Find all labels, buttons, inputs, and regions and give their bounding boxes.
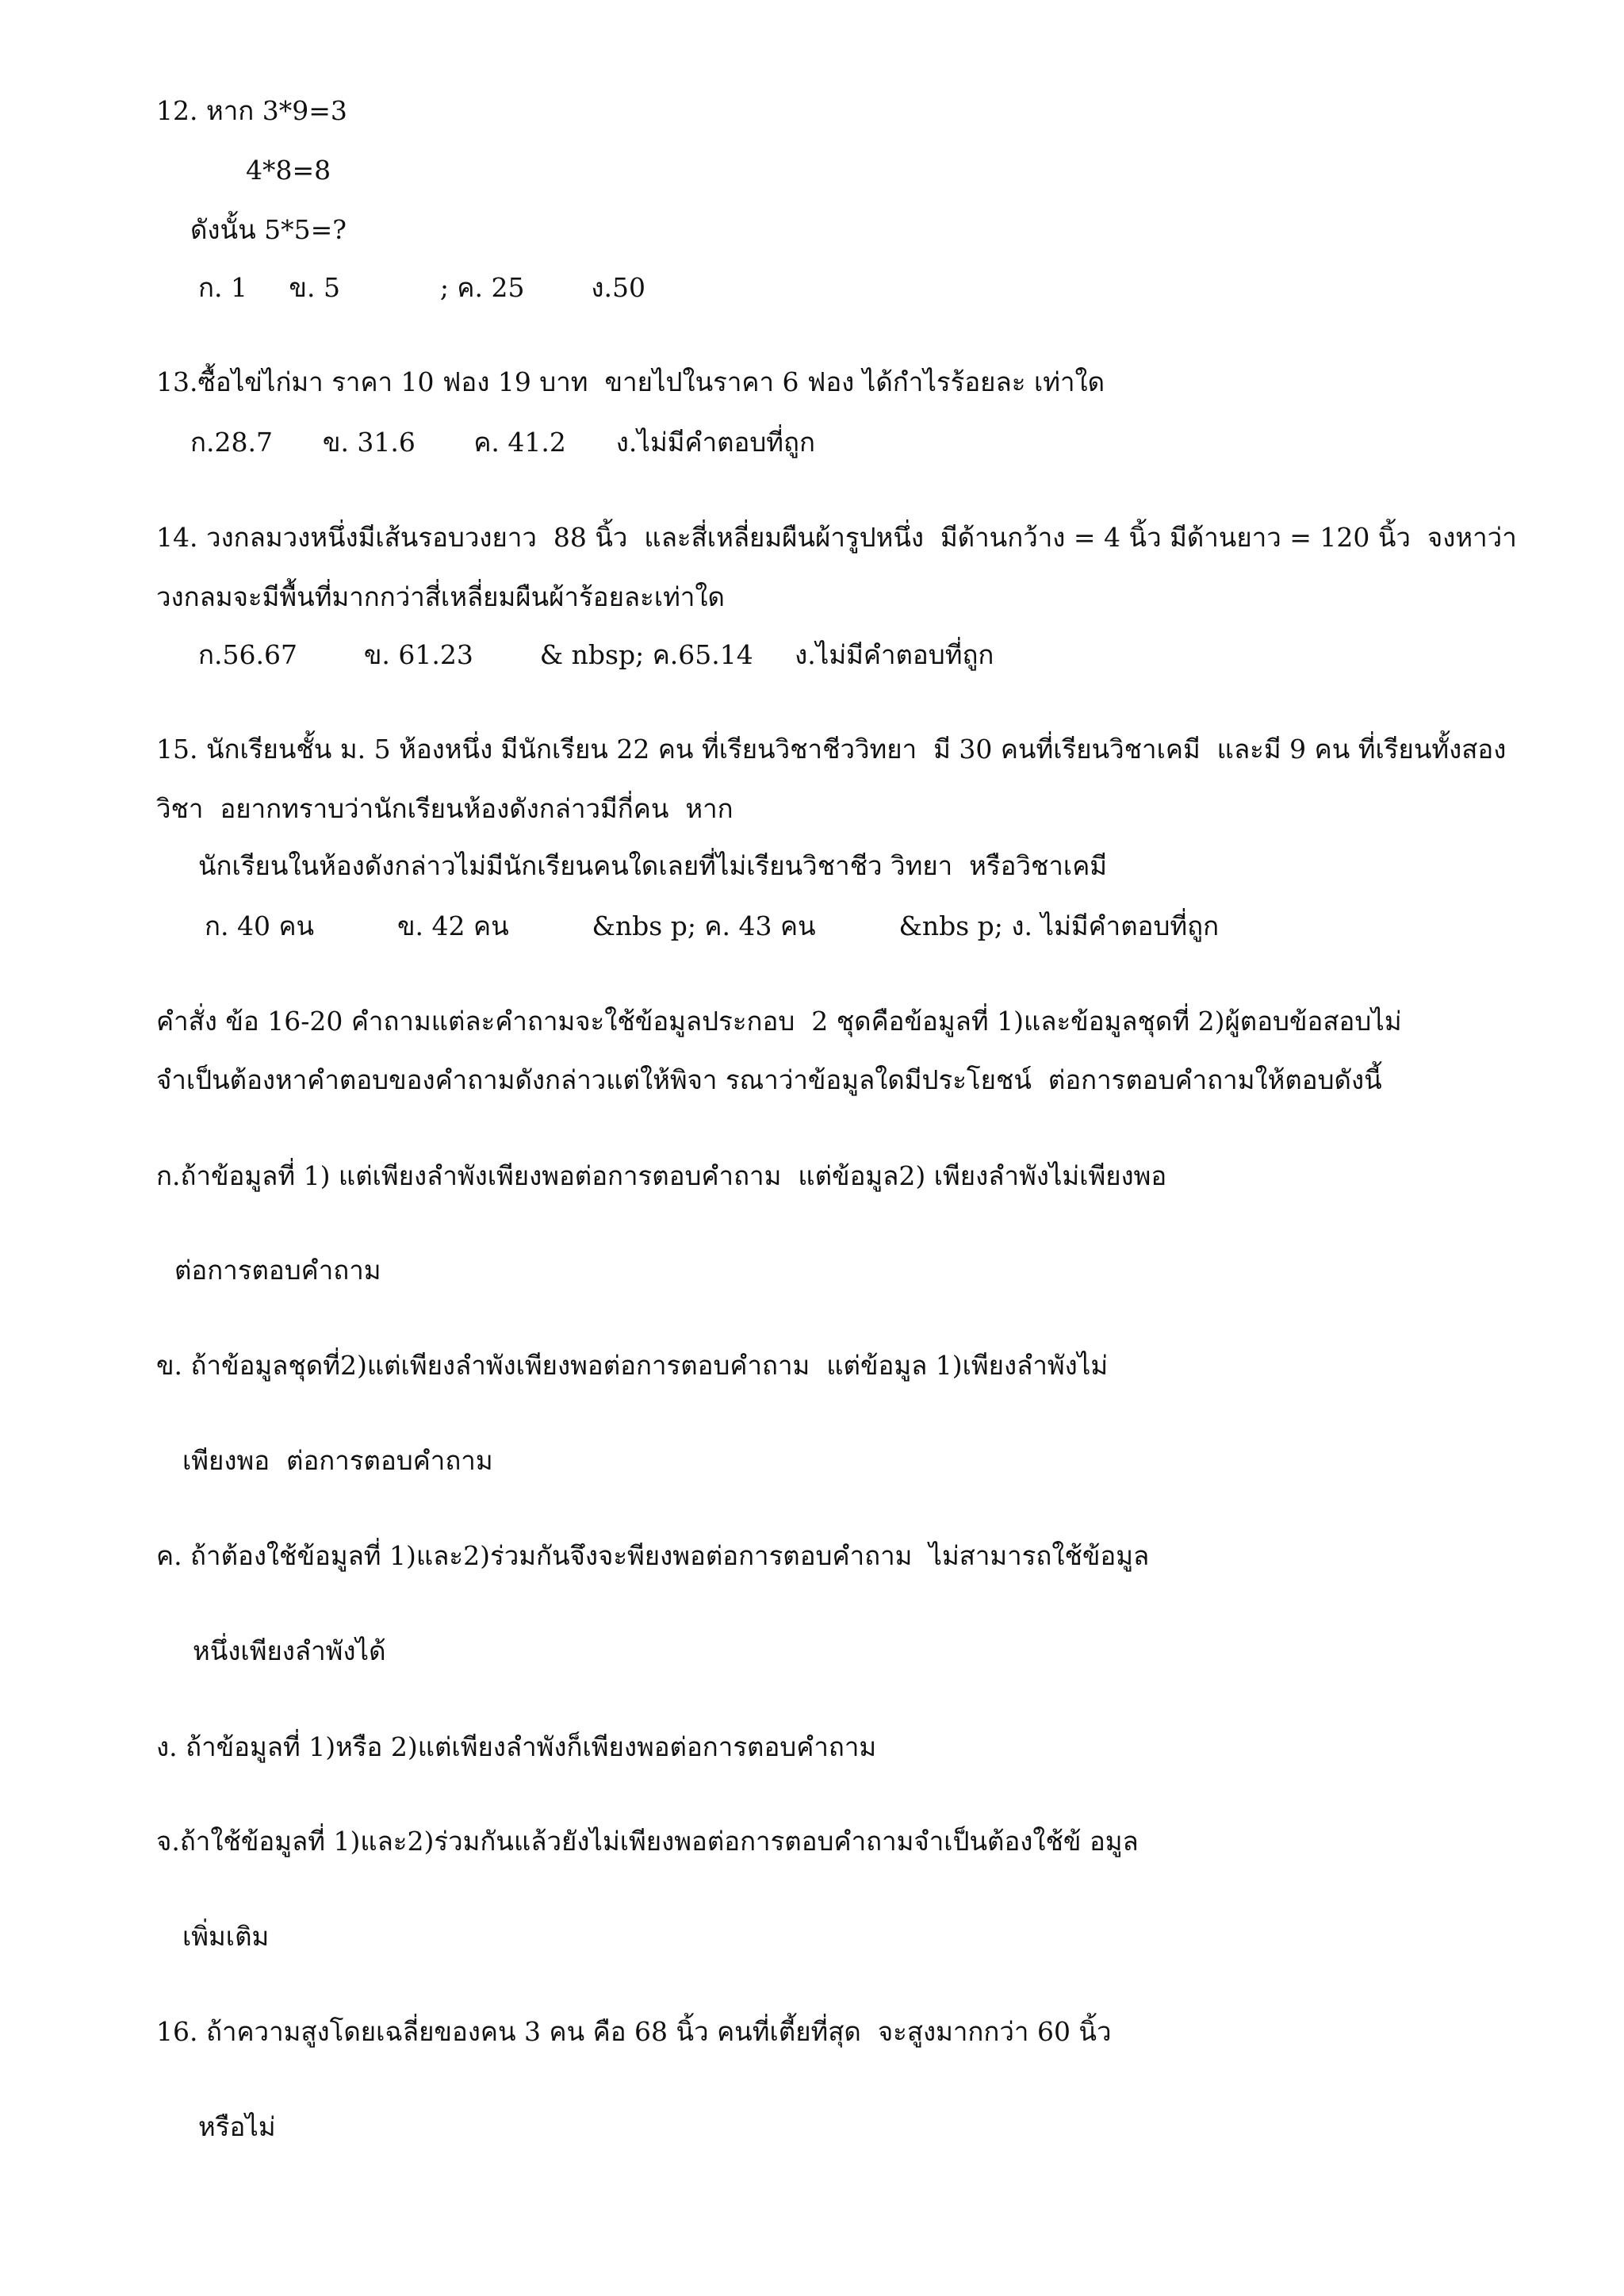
q15-line-1: 15. นักเรียนชั้น ม. 5 ห้องหนึ่ง มีนักเรียน 22 คน ที่เรียนวิชาชีววิทยา มี 30 คนที่เรียนวิชาเคมี และมี 9 คน ที่เรียนทั้งสอง bbox=[156, 734, 1507, 765]
instructions-line-2: จำเป็นต้องหาคำตอบของคำถามดังกล่าวแต่ให้พิจา รณาว่าข้อมูลใดมีประโยชน์ ต่อการตอบคำถามให้ตอบดังนี้ bbox=[156, 1064, 1382, 1095]
option-a-line-1: ก.ถ้าข้อมูลที่ 1) แต่เพียงลำพังเพียงพอต่อการตอบคำถาม แต่ข้อมูล2) เพียงลำพังไม่เพียงพอ bbox=[156, 1160, 1167, 1191]
q15-line-2: วิชา อยากทราบว่านักเรียนห้องดังกล่าวมีกี่คน หาก bbox=[156, 793, 733, 824]
option-d-line-1: ง. ถ้าข้อมูลที่ 1)หรือ 2)แต่เพียงลำพังก็เพียงพอต่อการตอบคำถาม bbox=[156, 1731, 877, 1762]
q13-question: 13.ซื้อไข่ไก่มา ราคา 10 ฟอง 19 บาท ขายไปในราคา 6 ฟอง ได้กำไรร้อยละ เท่าใด bbox=[156, 366, 1105, 397]
q12-line-3: ดังนั้น 5*5=? bbox=[190, 214, 347, 245]
q14-line-1: 14. วงกลมวงหนึ่งมีเส้นรอบวงยาว 88 นิ้ว และสี่เหลี่ยมผืนผ้ารูปหนึ่ง มีด้านกว้าง = 4 นิ้ว มีด้านยาว = 120 นิ้ว จงหาว่า bbox=[156, 522, 1517, 553]
q13-choices: ก.28.7 ข. 31.6 ค. 41.2 ง.ไม่มีคำตอบที่ถูก bbox=[190, 427, 816, 458]
option-e-line-1: จ.ถ้าใช้ข้อมูลที่ 1)และ2)ร่วมกันแล้วยังไม่เพียงพอต่อการตอบคำถามจำเป็นต้องใช้ข้ อมูล bbox=[156, 1826, 1139, 1857]
option-a-line-2: ต่อการตอบคำถาม bbox=[174, 1255, 381, 1286]
q15-choices: ก. 40 คน ข. 42 คน &nbs p; ค. 43 คน &nbs p; ง. ไม่มีคำตอบที่ถูก bbox=[205, 910, 1220, 941]
option-c-line-2: หนึ่งเพียงลำพังได้ bbox=[193, 1635, 386, 1666]
option-c-line-1: ค. ถ้าต้องใช้ข้อมูลที่ 1)และ2)ร่วมกันจึงจะพียงพอต่อการตอบคำถาม ไม่สามารถใช้ข้อมูล bbox=[156, 1540, 1150, 1571]
q12-line-2: 4*8=8 bbox=[246, 155, 331, 186]
q12-choices: ก. 1 ข. 5 ; ค. 25 ง.50 bbox=[198, 272, 645, 303]
q15-line-3: นักเรียนในห้องดังกล่าวไม่มีนักเรียนคนใดเลยที่ไม่เรียนวิชาชีว วิทยา หรือวิชาเคมี bbox=[198, 850, 1108, 881]
option-b-line-1: ข. ถ้าข้อมูลชุดที่2)แต่เพียงลำพังเพียงพอต่อการตอบคำถาม แต่ข้อมูล 1)เพียงลำพังไม่ bbox=[156, 1350, 1109, 1381]
instructions-line-1: คำสั่ง ข้อ 16-20 คำถามแต่ละคำถามจะใช้ข้อมูลประกอบ 2 ชุดคือข้อมูลที่ 1)และข้อมูลชุดที่ 2)ผู้ตอบข้อสอบไม่ bbox=[156, 1006, 1402, 1037]
q12-line-1: 12. หาก 3*9=3 bbox=[156, 95, 347, 126]
option-b-line-2: เพียงพอ ต่อการตอบคำถาม bbox=[182, 1445, 493, 1476]
q14-choices: ก.56.67 ข. 61.23 & nbsp; ค.65.14 ง.ไม่มีคำตอบที่ถูก bbox=[198, 639, 994, 670]
option-e-line-2: เพิ่มเติม bbox=[182, 1921, 270, 1952]
q16-line-2: หรือไม่ bbox=[198, 2111, 276, 2142]
q16-line-1: 16. ถ้าความสูงโดยเฉลี่ยของคน 3 คน คือ 68 นิ้ว คนที่เตี้ยที่สุด จะสูงมากกว่า 60 นิ้ว bbox=[156, 2016, 1112, 2047]
q14-line-2: วงกลมจะมีพื้นที่มากกว่าสี่เหลี่ยมผืนผ้าร้อยละเท่าใด bbox=[156, 581, 725, 612]
